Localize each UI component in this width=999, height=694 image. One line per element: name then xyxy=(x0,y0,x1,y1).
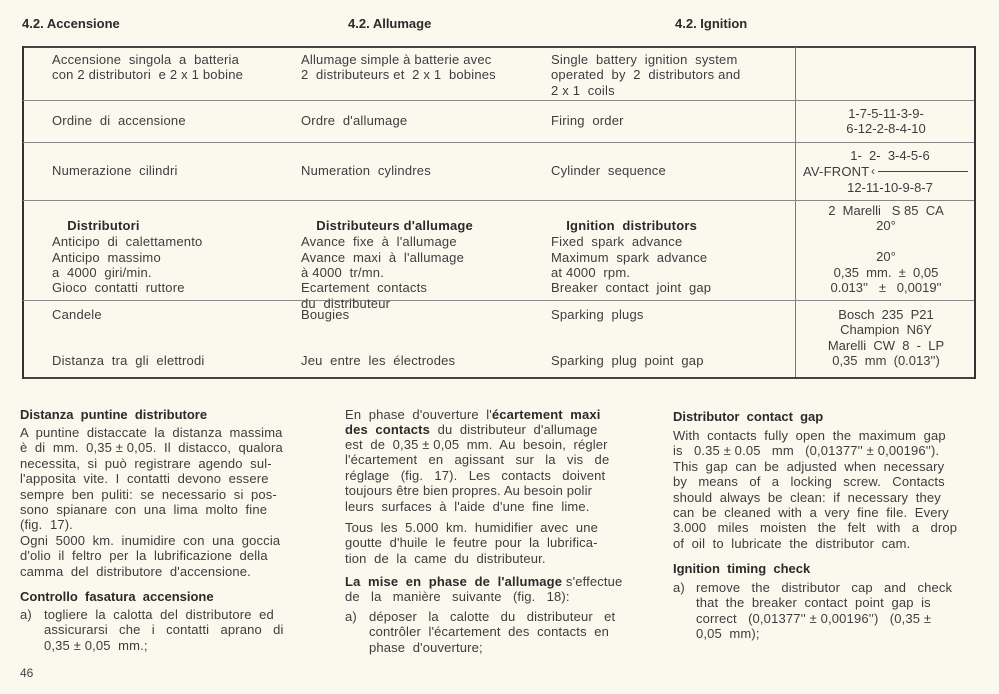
paragraph-contact-gap-it: A puntine distaccate la distanza massima è di mm. 0,35 ± 0,05. Il distacco, qualora necessita, si può registrare agendo sul- l'apposita vite. I contatti devono essere sempre ben puliti: se necessario si pos- sono spianare con una lima molto fine (fig. 17). Ogni 5000 km. inumidire con una goccia d'olio il feltro per la lubrificazione della camma del distributore d'accensione. xyxy=(20,425,283,579)
paragraph-fr-bold: La mise en phase de l'allumage xyxy=(345,574,563,589)
paragraph-contact-gap-fr-line2 xyxy=(345,422,597,437)
firing-order-value: 1-7-5-11-3-9- 6-12-2-8-4-10 xyxy=(846,106,926,137)
section-title-timing-en: Ignition timing check xyxy=(673,561,811,576)
table-row-3-it: Numerazione cilindri xyxy=(52,163,178,178)
paragraph-fr-text: du distributeur d'allumage xyxy=(430,422,598,437)
list-item-a-fr: déposer la calotte du distributeur et contrôler l'écartement des contacts en phase d'ouverture; xyxy=(369,609,616,655)
table-border-bottom xyxy=(22,377,976,379)
front-direction-arrow xyxy=(878,171,968,172)
table-row-2-en: Firing order xyxy=(551,113,624,128)
row-divider xyxy=(23,100,974,101)
heading-english: 4.2. Ignition xyxy=(675,16,748,31)
list-marker-a-it: a) xyxy=(20,607,32,622)
paragraph-timing-fr-line2: de la manière suivante (fig. 18): xyxy=(345,589,570,604)
table-row-3-fr: Numeration cylindres xyxy=(301,163,431,178)
cylinder-sequence-bottom: 12-11-10-9-8-7 xyxy=(847,180,933,195)
arrow-left-icon: ‹ xyxy=(871,164,875,178)
table-row-5-it: Candele Distanza tra gli elettrodi xyxy=(52,307,205,369)
table-row-4-fr-items: Avance fixe à l'allumage Avance maxi à l'allumage à 4000 tr/mn. Ecartement contacts du distributeur xyxy=(301,234,464,311)
paragraph-contact-gap-fr xyxy=(345,407,601,422)
table-row-2-it: Ordine di accensione xyxy=(52,113,186,128)
paragraph-lubrication-fr: Tous les 5.000 km. humidifier avec une goutte d'huile le feutre pour la lubrifica- tion de la came du distributeur. xyxy=(345,520,598,566)
list-item-a-it: togliere la calotta del distributore ed assicurarsi che i contatti aprano di 0,35 ± 0,05 mm.; xyxy=(44,607,284,653)
paragraph-timing-fr xyxy=(345,574,622,589)
page-number: 46 xyxy=(20,666,34,680)
table-row-4-it-title: Distributori xyxy=(67,218,140,234)
list-marker-a-en: a) xyxy=(673,580,685,595)
cylinder-sequence-top: 1- 2- 3-4-5-6 xyxy=(850,148,930,163)
heading-italian: 4.2. Accensione xyxy=(22,16,120,31)
table-row-4-en-title: Ignition distributors xyxy=(566,218,698,234)
paragraph-contact-gap-fr-rest: est de 0,35 ± 0,05 mm. Au besoin, régler l'écartement en agissant sur la vis de réglage (fig. 17). Les contacts doivent toujours être bien propres. Au besoin polir leurs surfaces à l'aide d'une fine lime. xyxy=(345,437,610,514)
paragraph-fr-bold: des contacts xyxy=(345,422,431,437)
section-title-timing-it: Controllo fasatura accensione xyxy=(20,589,214,604)
list-item-a-en: remove the distributor cap and check that the breaker contact point gap is correct (0,01377'' ± 0,00196'') (0,35 ± 0,05 mm); xyxy=(696,580,953,642)
heading-french: 4.2. Allumage xyxy=(348,16,432,31)
table-row-4-en-items: Fixed spark advance Maximum spark advance at 4000 rpm. Breaker contact joint gap xyxy=(551,234,712,296)
paragraph-contact-gap-en: With contacts fully open the maximum gap is 0.35 ± 0.05 mm (0,01377'' ± 0,00196''). This gap can be adjusted when necessary by means of a locking screw. Contacts should always be clean: if necessary they can be cleaned with a very fine file. Every 3.000 miles moisten the felt with a drop of oil to lubricate the distributor cam. xyxy=(673,428,958,551)
paragraph-fr-text: En phase d'ouverture l' xyxy=(345,407,492,422)
section-title-contact-gap-it: Distanza puntine distributore xyxy=(20,407,208,422)
table-row-2-fr: Ordre d'allumage xyxy=(301,113,408,128)
table-row-4-it-items: Anticipo di calettamento Anticipo massimo a 4000 giri/min. Gioco contatti ruttore xyxy=(52,234,203,296)
table-row-1-en: Single battery ignition system operated by 2 distributors and 2 x 1 coils xyxy=(551,52,741,98)
paragraph-fr-text: s'effectue xyxy=(562,574,623,589)
table-row-5-en: Sparking plugs Sparking plug point gap xyxy=(551,307,704,369)
table-row-4-fr-title: Distributeurs d'allumage xyxy=(316,218,473,234)
table-border-left xyxy=(22,46,24,379)
section-title-contact-gap-en: Distributor contact gap xyxy=(673,409,824,424)
paragraph-fr-bold: écartement maxi xyxy=(491,407,601,422)
table-row-5-fr: Bougies Jeu entre les électrodes xyxy=(301,307,456,369)
cylinder-sequence-front: AV-FRONT xyxy=(803,164,870,179)
table-border-top xyxy=(22,46,976,48)
table-row-1-it: Accensione singola a batteria con 2 distributori e 2 x 1 bobine xyxy=(52,52,244,83)
list-marker-a-fr: a) xyxy=(345,609,357,624)
spark-plug-values: Bosch 235 P21 Champion N6Y Marelli CW 8 - LP 0,35 mm (0.013'') xyxy=(827,307,945,369)
row-divider xyxy=(23,142,974,143)
table-row-3-en: Cylinder sequence xyxy=(551,163,666,178)
value-column-divider xyxy=(795,47,796,377)
distributor-values: 2 Marelli S 85 CA 20° 20° 0,35 mm. ± 0,05 0.013'' ± 0,0019'' xyxy=(828,203,944,296)
row-divider xyxy=(23,200,974,201)
table-row-1-fr: Allumage simple à batterie avec 2 distributeurs et 2 x 1 bobines xyxy=(301,52,496,83)
